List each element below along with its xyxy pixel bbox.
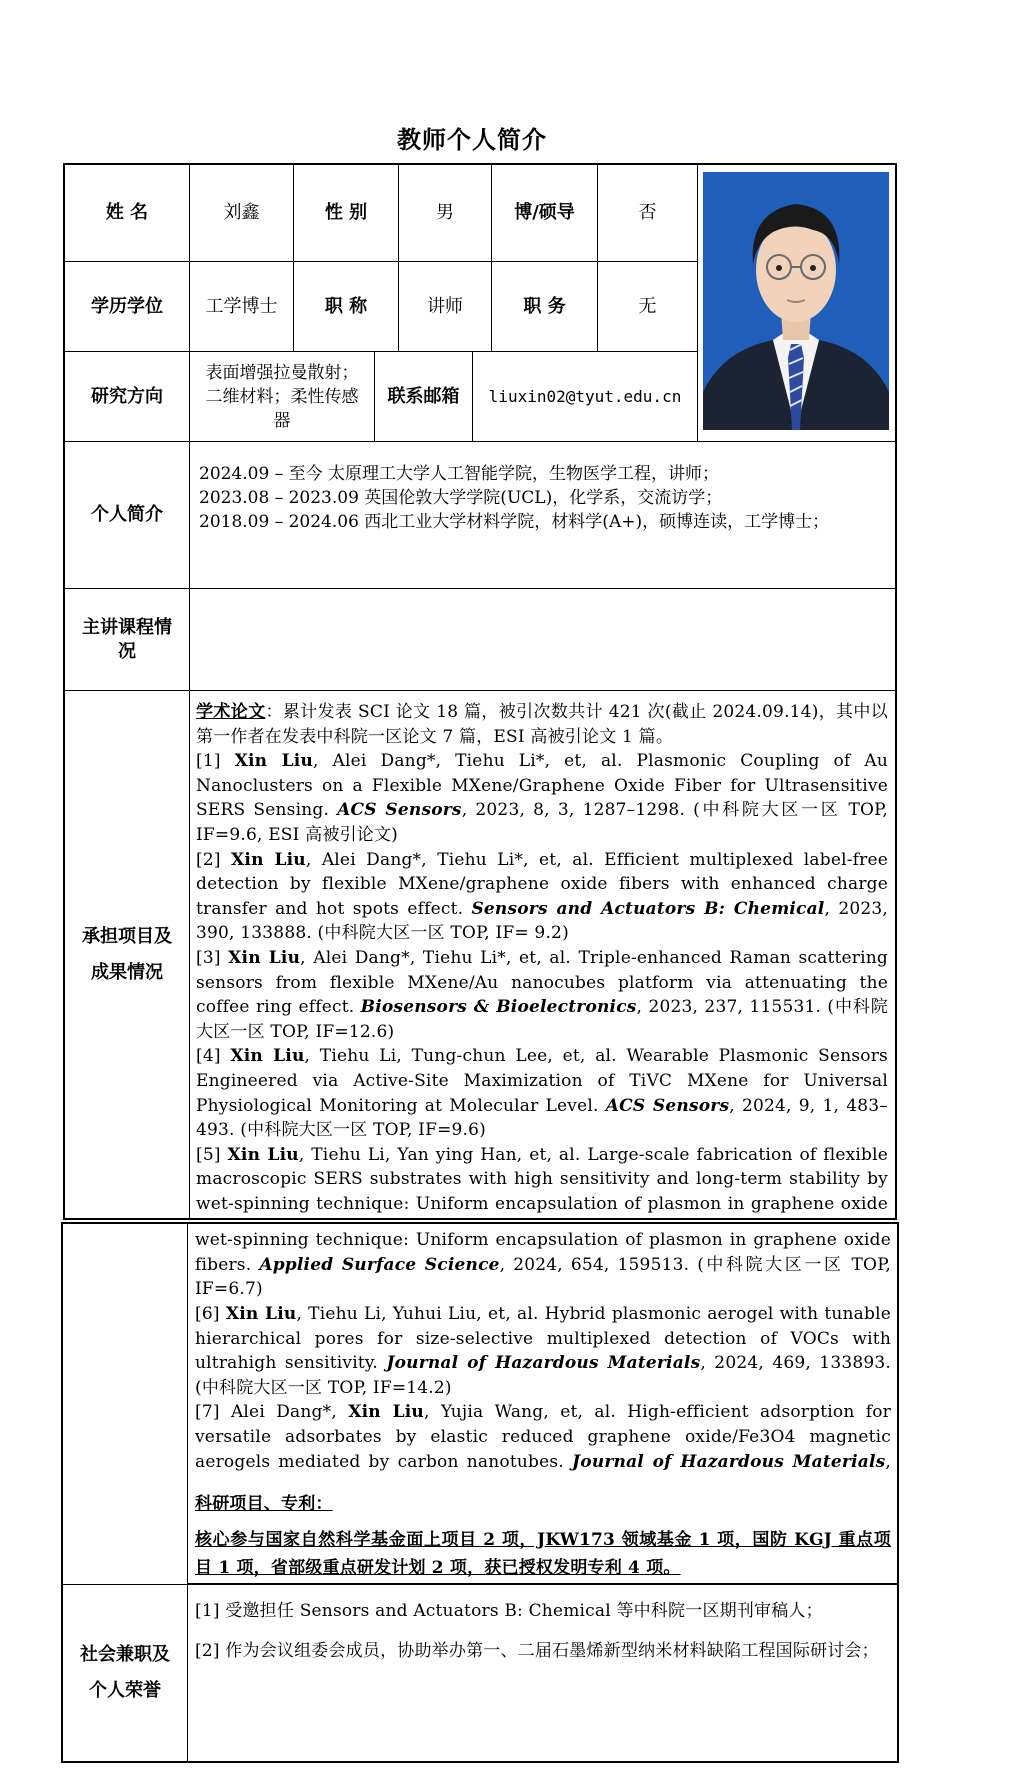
paper-item: wet-spinning technique: Uniform encapsulation of plasmon in graphene oxide fibers. Applied Surface Science, 2024, 654, 159513. (中科院大区一区 TOP, IF=6.7)	[195, 1230, 891, 1300]
label-name: 姓 名	[65, 165, 190, 262]
paper-item: [3] Xin Liu, Alei Dang*, Tiehu Li*, et, al. Triple-enhanced Raman scattering sensors from flexible MXene/Au nanocubes platform via attenuating the coffee ring effect. Biosensors & Bioelectronics, 2023, 237, 115531. (中科院大区一区 TOP, IF=12.6)	[196, 947, 888, 1042]
value-gender: 男	[399, 165, 492, 262]
bio-line: 2024.09 – 至今 太原理工大学人工智能学院，生物医学工程，讲师；	[199, 464, 720, 484]
value-email: liuxin02@tyut.edu.cn	[473, 352, 698, 442]
research-projects-text: 核心参与国家自然科学基金面上项目 2 项，JKW173 领域基金 1 项，国防 KGJ 重点项目 1 项，省部级重点研发计划 2 项，获已授权发明专利 4 项。	[195, 1530, 891, 1578]
label-service: 社会兼职及个人荣誉	[63, 1584, 188, 1761]
value-research: 表面增强拉曼散射；二维材料；柔性传感器	[190, 352, 375, 442]
page-title: 教师个人简介	[397, 125, 547, 154]
bio-cell	[190, 442, 895, 589]
paper-item: [6] Xin Liu, Tiehu Li, Yuhui Liu, et, al. Hybrid plasmonic aerogel with tunable hierarchical pores for size-selective multiplexed detection of VOCs with ultrahigh sensitivity. Journal of Hazardous Materials, 2024, 469, 133893. (中科院大区一区 TOP, IF=14.2)	[195, 1303, 891, 1398]
bio-line: 2023.08 – 2023.09 英国伦敦大学学院(UCL)，化学系，交流访学；	[199, 488, 723, 508]
papers-summary: ：累计发表 SCI 论文 18 篇，被引次数共计 421 次(截止 2024.09.14)，其中以第一作者在发表中科院一区论文 7 篇，ESI 高被引论文 1 篇。	[196, 702, 888, 747]
research-projects	[195, 1490, 891, 1582]
service-item: [1] 受邀担任 Sensors and Actuators B: Chemical 等中科院一区期刊审稿人；	[195, 1601, 823, 1621]
label-degree: 学历学位	[65, 262, 190, 352]
label-projects: 承担项目及成果情况	[65, 691, 190, 1218]
label-rank: 职 称	[294, 262, 399, 352]
label-research: 研究方向	[65, 352, 190, 442]
value-position: 无	[598, 262, 698, 352]
paper-item: [7] Alei Dang*, Xin Liu, Yujia Wang, et, al. High-efficient adsorption for versatile adsorbates by elastic reduced graphene oxide/Fe3O4 magnetic aerogels mediated by carbon nanotubes. Journal of Hazardous Materials,	[195, 1402, 891, 1472]
value-degree: 工学博士	[190, 262, 294, 352]
paper-item: [5] Xin Liu, Tiehu Li, Yan ying Han, et, al. Large-scale fabrication of flexible macroscopic SERS substrates with high sensitivity and long-term stability by wet-spinning technique: Uniform encapsulation of plasmon in graphene oxide	[196, 1144, 888, 1214]
paper-item: [1] Xin Liu, Alei Dang*, Tiehu Li*, et, al. Plasmonic Coupling of Au Nanoclusters on a Flexible MXene/Graphene Oxide Fiber for Ultrasensitive SERS Sensing. ACS Sensors, 2023, 8, 3, 1287–1298. (中科院大区一区 TOP, IF=9.6, ESI 高被引论文)	[196, 751, 888, 845]
service-block	[195, 1598, 891, 1664]
paper-item: [4] Xin Liu, Tiehu Li, Tung-chun Lee, et, al. Wearable Plasmonic Sensors Engineered via Active-Site Maximization of TiVC MXene for Universal Physiological Monitoring at Molecular Level. ACS Sensors, 2024, 9, 1, 483–493. (中科院大区一区 TOP, IF=9.6)	[196, 1046, 888, 1141]
bio-line: 2018.09 – 2024.06 西北工业大学材料学院，材料学(A+)，硕博连读，工学博士；	[199, 512, 830, 532]
papers-block-part1	[196, 700, 888, 1216]
label-gender: 性 别	[294, 165, 399, 262]
service-item: [2] 作为会议组委会成员，协助举办第一、二届石墨烯新型纳米材料缺陷工程国际研讨会；	[195, 1641, 879, 1661]
value-rank: 讲师	[399, 262, 492, 352]
value-supervisor: 否	[598, 165, 698, 262]
projects-label-continued	[63, 1224, 188, 1584]
label-bio: 个人简介	[65, 442, 190, 589]
papers-heading: 学术论文	[196, 702, 266, 722]
paper-item: [2] Xin Liu, Alei Dang*, Tiehu Li*, et, al. Efficient multiplexed label-free detection by flexible MXene/graphene oxide fibers with enhanced charge transfer and hot spots effect. Sensors and Actuators B: Chemical, 2023, 390, 133888. (中科院大区一区 TOP, IF= 9.2)	[196, 849, 888, 944]
papers-block-part2	[195, 1228, 891, 1474]
label-email: 联系邮箱	[375, 352, 473, 442]
value-name: 刘鑫	[190, 165, 294, 262]
research-projects-heading: 科研项目、专利：	[195, 1494, 333, 1514]
profile-photo	[703, 172, 889, 430]
value-courses	[190, 589, 895, 691]
label-courses: 主讲课程情况	[65, 589, 190, 691]
label-supervisor: 博/硕导	[492, 165, 598, 262]
label-position: 职 务	[492, 262, 598, 352]
